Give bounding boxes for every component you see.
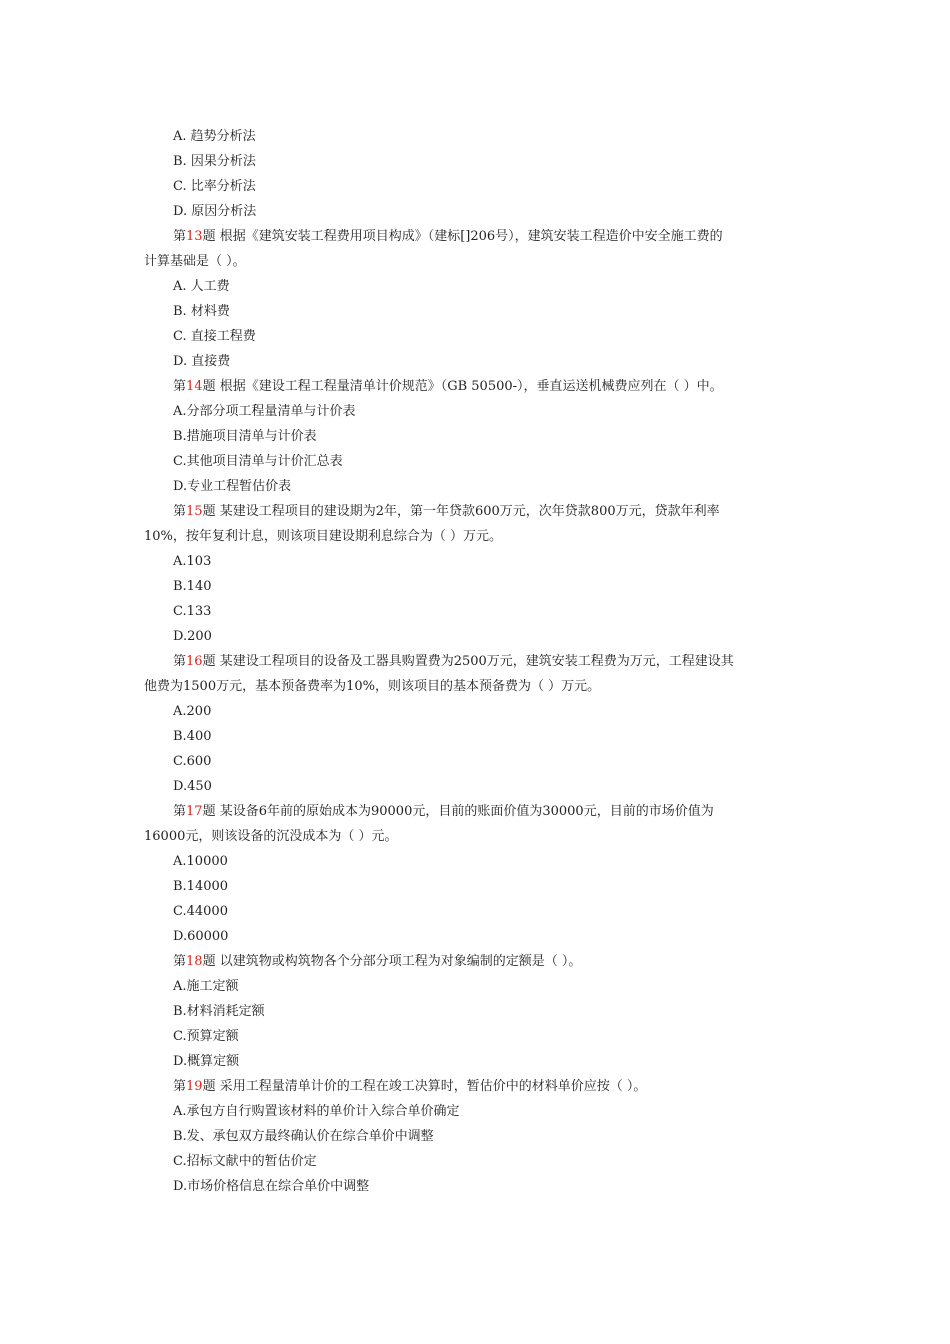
option-a: A.施工定额 — [173, 979, 239, 994]
option-a: A.10000 — [173, 854, 228, 869]
question-suffix: 题 — [202, 504, 216, 519]
question-16-stem-continued: 他费为1500万元，基本预备费率为10%，则该项目的基本预备费为（ ）万元。 — [144, 679, 601, 694]
question-prefix: 第 — [173, 504, 187, 519]
question-18-stem — [0, 949, 950, 974]
question-number: 13 — [186, 229, 203, 244]
question-suffix: 题 — [202, 654, 216, 669]
question-number: 18 — [186, 954, 203, 969]
question-text: 采用工程量清单计价的工程在竣工决算时，暂估价中的材料单价应按（ ）。 — [219, 1079, 647, 1094]
question-text: 某建设工程项目的建设期为2年，第一年贷款600万元，次年贷款800万元，贷款年利率 — [219, 504, 720, 519]
option-b: B. 材料费 — [173, 304, 230, 319]
question-suffix: 题 — [202, 954, 216, 969]
question-text: 某建设工程项目的设备及工器具购置费为2500万元，建筑安装工程费为万元，工程建设其 — [219, 654, 734, 669]
question-text: 某设备6年前的原始成本为90000元，目前的账面价值为30000元，目前的市场价值为 — [219, 804, 714, 819]
option-c: C. 直接工程费 — [173, 329, 256, 344]
question-15-stem-continued: 10%，按年复利计息，则该项目建设期利息综合为（ ）万元。 — [144, 529, 503, 544]
option-a: A. 趋势分析法 — [173, 129, 256, 144]
option-d: D. 原因分析法 — [173, 204, 257, 219]
option-a: A.103 — [173, 554, 212, 569]
question-17-stem-continued: 16000元，则该设备的沉没成本为（ ）元。 — [144, 829, 398, 844]
option-a: A. 人工费 — [173, 279, 230, 294]
option-d: D.450 — [173, 779, 212, 794]
question-prefix: 第 — [173, 379, 187, 394]
option-d: D.200 — [173, 629, 212, 644]
question-prefix: 第 — [173, 1079, 187, 1094]
question-prefix: 第 — [173, 804, 187, 819]
question-16-stem — [0, 649, 950, 674]
option-d: D. 直接费 — [173, 354, 231, 369]
option-a: A.分部分项工程量清单与计价表 — [173, 404, 356, 419]
option-c: C.其他项目清单与计价汇总表 — [173, 454, 343, 469]
question-suffix: 题 — [202, 229, 216, 244]
question-suffix: 题 — [202, 379, 216, 394]
option-b: B.发、承包双方最终确认价在综合单价中调整 — [173, 1129, 434, 1144]
option-c: C.招标文献中的暂估价定 — [173, 1154, 317, 1169]
question-14-stem — [0, 374, 950, 399]
question-suffix: 题 — [202, 804, 216, 819]
option-d: D.概算定额 — [173, 1054, 240, 1069]
document-page — [0, 124, 950, 1199]
option-a: A.承包方自行购置该材料的单价计入综合单价确定 — [173, 1104, 460, 1119]
question-number: 15 — [186, 504, 203, 519]
question-number: 17 — [186, 804, 203, 819]
option-b: B.措施项目清单与计价表 — [173, 429, 317, 444]
option-b: B.400 — [173, 729, 212, 744]
question-number: 19 — [186, 1079, 203, 1094]
option-b: B. 因果分析法 — [173, 154, 256, 169]
question-13-stem-continued: 计算基础是（ ）。 — [144, 254, 246, 269]
option-b: B.140 — [173, 579, 212, 594]
question-19-stem — [0, 1074, 950, 1099]
question-13-stem — [0, 224, 950, 249]
option-d: D.市场价格信息在综合单价中调整 — [173, 1179, 370, 1194]
option-b: B.材料消耗定额 — [173, 1004, 265, 1019]
option-c: C.预算定额 — [173, 1029, 239, 1044]
question-15-stem — [0, 499, 950, 524]
option-c: C.44000 — [173, 904, 228, 919]
question-text: 根据《建设工程工程量清单计价规范》（GB 50500-），垂直运送机械费应列在（ ）中。 — [219, 379, 723, 394]
option-c: C. 比率分析法 — [173, 179, 256, 194]
option-d: D.专业工程暂估价表 — [173, 479, 292, 494]
question-17-stem — [0, 799, 950, 824]
option-c: C.133 — [173, 604, 212, 619]
question-prefix: 第 — [173, 654, 187, 669]
question-suffix: 题 — [202, 1079, 216, 1094]
question-number: 14 — [186, 379, 203, 394]
question-text: 根据《建筑安装工程费用项目构成》（建标[]206号），建筑安装工程造价中安全施工费的 — [219, 229, 723, 244]
option-d: D.60000 — [173, 929, 229, 944]
option-b: B.14000 — [173, 879, 229, 894]
option-c: C.600 — [173, 754, 212, 769]
question-number: 16 — [186, 654, 203, 669]
question-prefix: 第 — [173, 954, 187, 969]
option-a: A.200 — [173, 704, 212, 719]
question-prefix: 第 — [173, 229, 187, 244]
question-text: 以建筑物或构筑物各个分部分项工程为对象编制的定额是（ ）。 — [219, 954, 582, 969]
